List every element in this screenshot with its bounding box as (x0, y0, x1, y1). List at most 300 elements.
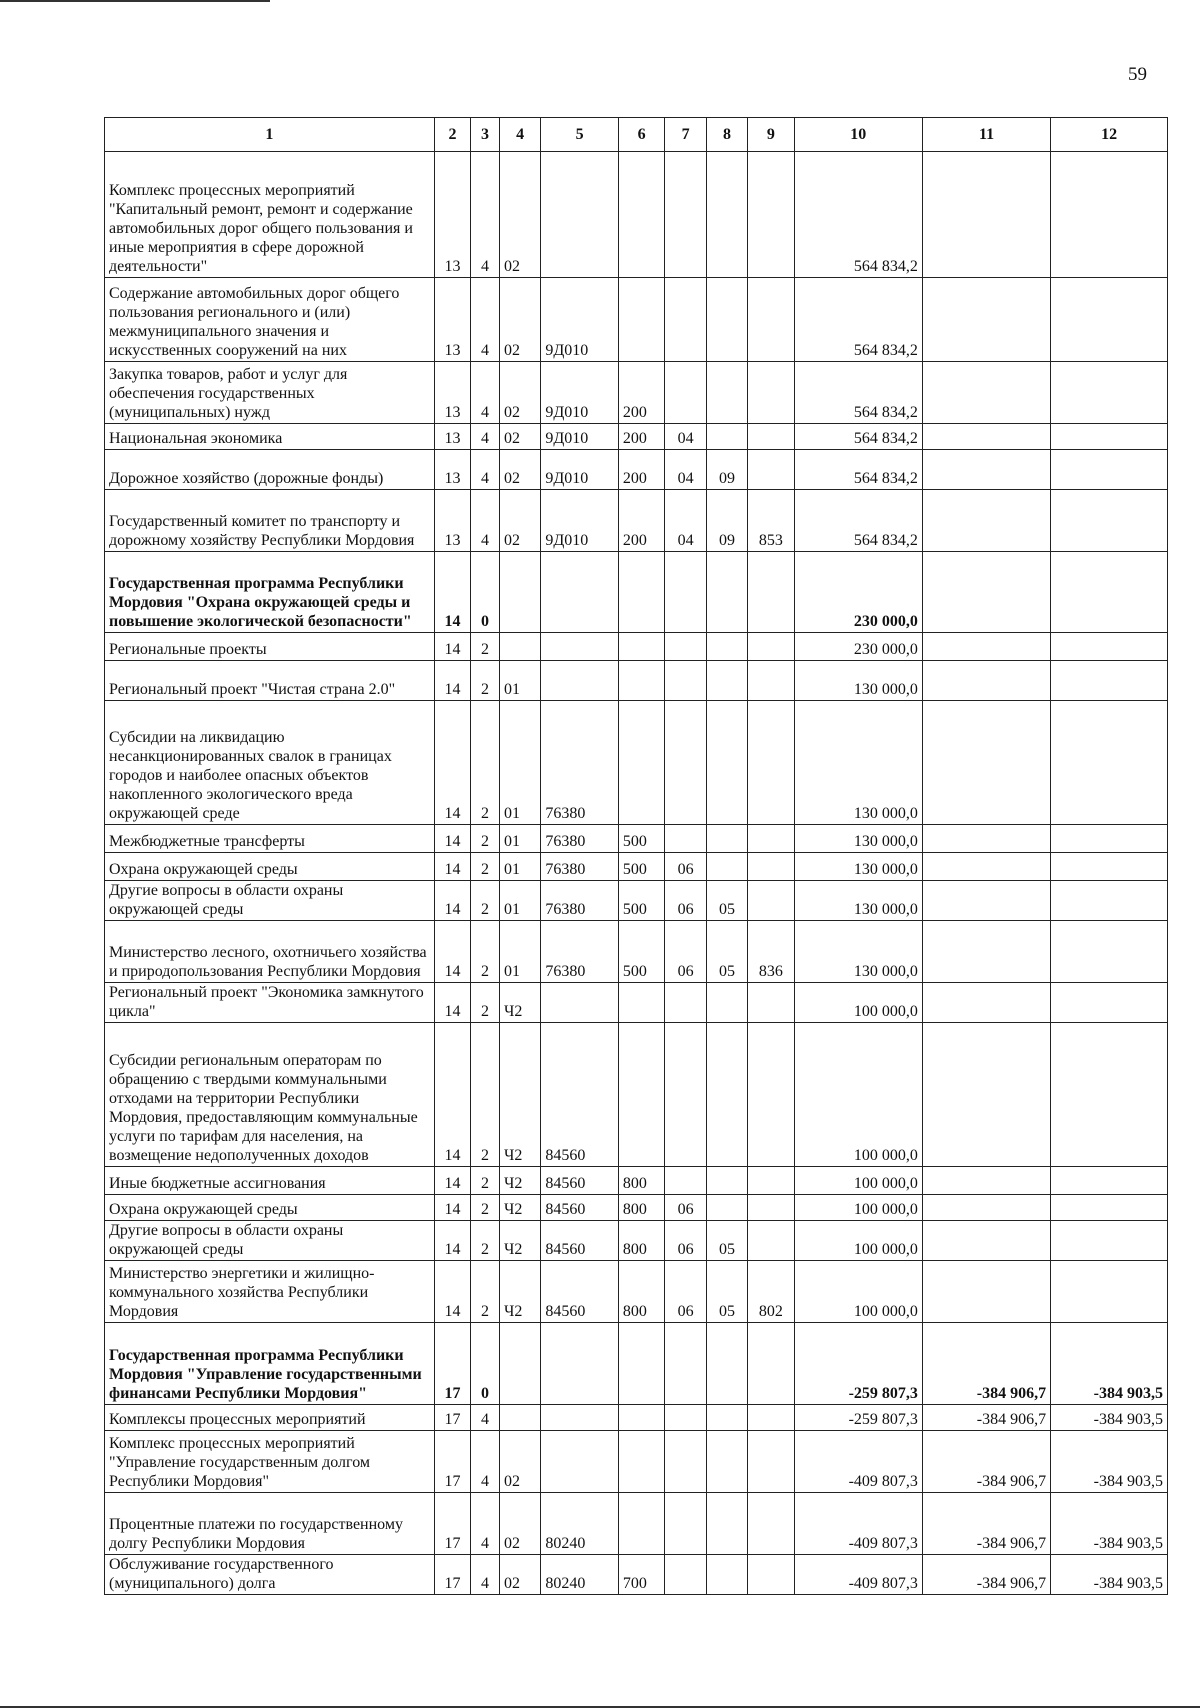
row-label: Другие вопросы в области охраны окружающей среды (105, 881, 435, 921)
cell-col-12 (1051, 661, 1168, 701)
cell-col-8 (706, 633, 747, 661)
cell-col-11 (922, 1261, 1050, 1323)
cell-col-3: 4 (471, 1405, 500, 1431)
cell-col-2: 17 (434, 1493, 470, 1555)
cell-col-4 (500, 1323, 541, 1405)
cell-col-11: -384 906,7 (922, 1493, 1050, 1555)
cell-col-9 (748, 450, 795, 490)
cell-col-9 (748, 424, 795, 450)
cell-col-12 (1051, 152, 1168, 278)
column-header-3: 3 (471, 118, 500, 152)
row-label: Обслуживание государственного (муниципального) долга (105, 1555, 435, 1595)
cell-col-10: -409 807,3 (794, 1493, 922, 1555)
cell-col-9 (748, 1405, 795, 1431)
cell-col-4: 02 (500, 1555, 541, 1595)
cell-col-5 (541, 552, 619, 633)
cell-col-9 (748, 1023, 795, 1167)
cell-col-4: Ч2 (500, 1023, 541, 1167)
cell-col-4: 01 (500, 825, 541, 853)
cell-col-7 (665, 701, 706, 825)
cell-col-10: 100 000,0 (794, 1023, 922, 1167)
cell-col-3: 4 (471, 490, 500, 552)
table-row (105, 450, 1168, 490)
cell-col-6: 800 (618, 1195, 665, 1221)
table-row (105, 853, 1168, 881)
table-row (105, 921, 1168, 983)
cell-col-6 (618, 1323, 665, 1405)
cell-col-2: 14 (434, 701, 470, 825)
column-header-11: 11 (922, 118, 1050, 152)
cell-col-5: 84560 (541, 1221, 619, 1261)
cell-col-9 (748, 362, 795, 424)
cell-col-3: 4 (471, 1555, 500, 1595)
cell-col-3: 2 (471, 1023, 500, 1167)
cell-col-2: 14 (434, 983, 470, 1023)
cell-col-5: 84560 (541, 1195, 619, 1221)
cell-col-3: 4 (471, 152, 500, 278)
cell-col-11 (922, 825, 1050, 853)
cell-col-12: -384 903,5 (1051, 1405, 1168, 1431)
row-label: Другие вопросы в области охраны окружающей среды (105, 1221, 435, 1261)
cell-col-10: 100 000,0 (794, 1167, 922, 1195)
cell-col-12 (1051, 983, 1168, 1023)
cell-col-2: 17 (434, 1405, 470, 1431)
cell-col-6: 500 (618, 921, 665, 983)
table-row (105, 362, 1168, 424)
row-label: Комплексы процессных мероприятий (105, 1405, 435, 1431)
table-row (105, 1431, 1168, 1493)
row-label: Субсидии региональным операторам по обращению с твердыми коммунальными отходами на территории Республики Мордовия, предоставляющим коммунальные услуги по тарифам для населения, на возмещение недополученных доходов (105, 1023, 435, 1167)
cell-col-6 (618, 983, 665, 1023)
table-row (105, 152, 1168, 278)
cell-col-7 (665, 152, 706, 278)
cell-col-7 (665, 825, 706, 853)
cell-col-7 (665, 1023, 706, 1167)
cell-col-4: 02 (500, 424, 541, 450)
cell-col-7: 06 (665, 881, 706, 921)
cell-col-10: 130 000,0 (794, 661, 922, 701)
cell-col-12 (1051, 1167, 1168, 1195)
cell-col-3: 2 (471, 633, 500, 661)
cell-col-12 (1051, 825, 1168, 853)
cell-col-4: 01 (500, 921, 541, 983)
cell-col-11 (922, 1167, 1050, 1195)
cell-col-8 (706, 552, 747, 633)
cell-col-9: 836 (748, 921, 795, 983)
table-row (105, 983, 1168, 1023)
cell-col-3: 2 (471, 921, 500, 983)
cell-col-2: 13 (434, 152, 470, 278)
cell-col-6: 500 (618, 853, 665, 881)
cell-col-9 (748, 152, 795, 278)
cell-col-12 (1051, 1023, 1168, 1167)
cell-col-8 (706, 1431, 747, 1493)
cell-col-12 (1051, 921, 1168, 983)
cell-col-5: 9Д010 (541, 278, 619, 362)
cell-col-6 (618, 278, 665, 362)
cell-col-8 (706, 825, 747, 853)
cell-col-10: 100 000,0 (794, 1221, 922, 1261)
cell-col-2: 13 (434, 450, 470, 490)
cell-col-9 (748, 881, 795, 921)
table-row (105, 278, 1168, 362)
table-row (105, 1221, 1168, 1261)
row-label: Комплекс процессных мероприятий "Капитальный ремонт, ремонт и содержание автомобильных дорог общего пользования и иные мероприятия в сфере дорожной деятельности" (105, 152, 435, 278)
cell-col-4 (500, 1405, 541, 1431)
cell-col-3: 0 (471, 1323, 500, 1405)
column-header-12: 12 (1051, 118, 1168, 152)
cell-col-10: 564 834,2 (794, 450, 922, 490)
cell-col-6 (618, 552, 665, 633)
cell-col-11 (922, 490, 1050, 552)
cell-col-11 (922, 633, 1050, 661)
cell-col-12: -384 903,5 (1051, 1323, 1168, 1405)
cell-col-3: 4 (471, 1493, 500, 1555)
cell-col-11 (922, 853, 1050, 881)
cell-col-11 (922, 424, 1050, 450)
cell-col-8 (706, 1195, 747, 1221)
cell-col-5: 76380 (541, 701, 619, 825)
cell-col-12 (1051, 1221, 1168, 1261)
cell-col-7: 06 (665, 1261, 706, 1323)
cell-col-2: 14 (434, 1167, 470, 1195)
cell-col-7: 06 (665, 921, 706, 983)
cell-col-5: 76380 (541, 921, 619, 983)
cell-col-10: 564 834,2 (794, 362, 922, 424)
cell-col-6: 700 (618, 1555, 665, 1595)
cell-col-9 (748, 853, 795, 881)
cell-col-4: 01 (500, 881, 541, 921)
cell-col-7: 04 (665, 490, 706, 552)
column-header-4: 4 (500, 118, 541, 152)
cell-col-3: 2 (471, 881, 500, 921)
cell-col-11 (922, 450, 1050, 490)
column-header-5: 5 (541, 118, 619, 152)
cell-col-3: 4 (471, 1431, 500, 1493)
cell-col-10: 564 834,2 (794, 278, 922, 362)
cell-col-7 (665, 362, 706, 424)
column-header-8: 8 (706, 118, 747, 152)
cell-col-5: 76380 (541, 853, 619, 881)
table-row (105, 1023, 1168, 1167)
cell-col-3: 2 (471, 1261, 500, 1323)
cell-col-5: 80240 (541, 1555, 619, 1595)
cell-col-9 (748, 1323, 795, 1405)
cell-col-4: Ч2 (500, 983, 541, 1023)
cell-col-2: 17 (434, 1323, 470, 1405)
row-label: Межбюджетные трансферты (105, 825, 435, 853)
cell-col-9 (748, 633, 795, 661)
cell-col-2: 14 (434, 1221, 470, 1261)
cell-col-10: -259 807,3 (794, 1405, 922, 1431)
cell-col-7: 04 (665, 450, 706, 490)
cell-col-12: -384 903,5 (1051, 1431, 1168, 1493)
row-label: Национальная экономика (105, 424, 435, 450)
row-label: Охрана окружающей среды (105, 1195, 435, 1221)
cell-col-12: -384 903,5 (1051, 1555, 1168, 1595)
cell-col-8 (706, 1023, 747, 1167)
page-number: 59 (1128, 64, 1147, 85)
cell-col-3: 2 (471, 661, 500, 701)
cell-col-9 (748, 1221, 795, 1261)
row-label: Государственная программа Республики Мордовия "Охрана окружающей среды и повышение экологической безопасности" (105, 552, 435, 633)
cell-col-3: 2 (471, 1167, 500, 1195)
cell-col-11 (922, 1195, 1050, 1221)
cell-col-6 (618, 1405, 665, 1431)
row-label: Дорожное хозяйство (дорожные фонды) (105, 450, 435, 490)
row-label: Субсидии на ликвидацию несанкционированных свалок в границах городов и наиболее опасных объектов накопленного экологического вреда окружающей среде (105, 701, 435, 825)
cell-col-3: 2 (471, 701, 500, 825)
cell-col-3: 0 (471, 552, 500, 633)
cell-col-5 (541, 1431, 619, 1493)
cell-col-4 (500, 633, 541, 661)
cell-col-5: 9Д010 (541, 490, 619, 552)
cell-col-6: 500 (618, 881, 665, 921)
cell-col-2: 14 (434, 552, 470, 633)
cell-col-7 (665, 552, 706, 633)
cell-col-2: 14 (434, 921, 470, 983)
cell-col-4 (500, 552, 541, 633)
cell-col-10: 130 000,0 (794, 701, 922, 825)
cell-col-9 (748, 278, 795, 362)
column-header-2: 2 (434, 118, 470, 152)
cell-col-8: 05 (706, 1221, 747, 1261)
cell-col-9 (748, 1493, 795, 1555)
table-row (105, 1405, 1168, 1431)
table-body (105, 152, 1168, 1595)
row-label: Процентные платежи по государственному долгу Республики Мордовия (105, 1493, 435, 1555)
cell-col-8 (706, 853, 747, 881)
cell-col-10: -409 807,3 (794, 1555, 922, 1595)
cell-col-5: 84560 (541, 1167, 619, 1195)
cell-col-6: 200 (618, 362, 665, 424)
table-row (105, 633, 1168, 661)
cell-col-2: 13 (434, 490, 470, 552)
cell-col-12 (1051, 853, 1168, 881)
cell-col-5 (541, 983, 619, 1023)
cell-col-8 (706, 1167, 747, 1195)
cell-col-4: 02 (500, 362, 541, 424)
cell-col-6: 800 (618, 1261, 665, 1323)
cell-col-5: 84560 (541, 1261, 619, 1323)
cell-col-5: 9Д010 (541, 362, 619, 424)
cell-col-2: 14 (434, 1261, 470, 1323)
cell-col-10: 130 000,0 (794, 825, 922, 853)
cell-col-5: 9Д010 (541, 424, 619, 450)
cell-col-3: 4 (471, 362, 500, 424)
cell-col-10: 130 000,0 (794, 881, 922, 921)
table-row (105, 1195, 1168, 1221)
cell-col-9 (748, 1167, 795, 1195)
cell-col-7 (665, 1167, 706, 1195)
column-header-6: 6 (618, 118, 665, 152)
cell-col-3: 4 (471, 424, 500, 450)
table-row (105, 1493, 1168, 1555)
cell-col-6: 500 (618, 825, 665, 853)
cell-col-2: 14 (434, 661, 470, 701)
cell-col-2: 14 (434, 1023, 470, 1167)
cell-col-2: 14 (434, 633, 470, 661)
column-header-9: 9 (748, 118, 795, 152)
row-label: Охрана окружающей среды (105, 853, 435, 881)
cell-col-8 (706, 701, 747, 825)
cell-col-11 (922, 921, 1050, 983)
cell-col-12 (1051, 552, 1168, 633)
cell-col-12 (1051, 278, 1168, 362)
row-label: Региональные проекты (105, 633, 435, 661)
row-label: Региональный проект "Чистая страна 2.0" (105, 661, 435, 701)
cell-col-12 (1051, 362, 1168, 424)
cell-col-11: -384 906,7 (922, 1405, 1050, 1431)
cell-col-10: -259 807,3 (794, 1323, 922, 1405)
cell-col-11 (922, 1221, 1050, 1261)
cell-col-8: 05 (706, 881, 747, 921)
cell-col-10: 130 000,0 (794, 921, 922, 983)
cell-col-8 (706, 152, 747, 278)
scan-edge-top (0, 0, 270, 2)
header-row (105, 118, 1168, 152)
cell-col-4: Ч2 (500, 1221, 541, 1261)
cell-col-9 (748, 983, 795, 1023)
cell-col-5: 80240 (541, 1493, 619, 1555)
cell-col-7 (665, 278, 706, 362)
table-row (105, 1167, 1168, 1195)
cell-col-12 (1051, 450, 1168, 490)
table-row (105, 881, 1168, 921)
cell-col-9: 802 (748, 1261, 795, 1323)
cell-col-8: 09 (706, 490, 747, 552)
cell-col-4: 01 (500, 661, 541, 701)
cell-col-12 (1051, 633, 1168, 661)
cell-col-4: 01 (500, 701, 541, 825)
cell-col-12 (1051, 881, 1168, 921)
cell-col-9 (748, 1555, 795, 1595)
cell-col-11: -384 906,7 (922, 1431, 1050, 1493)
cell-col-10: 230 000,0 (794, 633, 922, 661)
cell-col-5 (541, 661, 619, 701)
cell-col-11: -384 906,7 (922, 1555, 1050, 1595)
cell-col-2: 14 (434, 881, 470, 921)
budget-table (104, 117, 1168, 1595)
cell-col-6: 200 (618, 490, 665, 552)
table-row (105, 552, 1168, 633)
row-label: Закупка товаров, работ и услуг для обеспечения государственных (муниципальных) нужд (105, 362, 435, 424)
cell-col-4: 02 (500, 1431, 541, 1493)
cell-col-7: 06 (665, 853, 706, 881)
cell-col-11 (922, 661, 1050, 701)
cell-col-5: 9Д010 (541, 450, 619, 490)
cell-col-11 (922, 278, 1050, 362)
cell-col-10: -409 807,3 (794, 1431, 922, 1493)
table-row (105, 490, 1168, 552)
cell-col-6 (618, 701, 665, 825)
cell-col-10: 130 000,0 (794, 853, 922, 881)
cell-col-3: 2 (471, 1195, 500, 1221)
cell-col-5 (541, 1323, 619, 1405)
cell-col-8 (706, 362, 747, 424)
table-row (105, 825, 1168, 853)
cell-col-8: 05 (706, 921, 747, 983)
row-label: Государственная программа Республики Мордовия "Управление государственными финансами Республики Мордовия" (105, 1323, 435, 1405)
cell-col-11 (922, 701, 1050, 825)
cell-col-7 (665, 983, 706, 1023)
cell-col-7 (665, 1323, 706, 1405)
cell-col-10: 564 834,2 (794, 424, 922, 450)
cell-col-11 (922, 552, 1050, 633)
cell-col-6 (618, 152, 665, 278)
cell-col-9 (748, 701, 795, 825)
cell-col-7 (665, 661, 706, 701)
cell-col-11 (922, 152, 1050, 278)
cell-col-7: 06 (665, 1195, 706, 1221)
cell-col-6: 200 (618, 424, 665, 450)
cell-col-12 (1051, 1261, 1168, 1323)
cell-col-7 (665, 1431, 706, 1493)
cell-col-6: 800 (618, 1167, 665, 1195)
cell-col-7 (665, 1493, 706, 1555)
cell-col-11 (922, 362, 1050, 424)
table-row (105, 424, 1168, 450)
cell-col-2: 17 (434, 1555, 470, 1595)
cell-col-12 (1051, 424, 1168, 450)
cell-col-9 (748, 1195, 795, 1221)
table-row (105, 1261, 1168, 1323)
row-label: Комплекс процессных мероприятий "Управление государственным долгом Республики Мордовия" (105, 1431, 435, 1493)
cell-col-7 (665, 1405, 706, 1431)
table-row (105, 1555, 1168, 1595)
column-header-10: 10 (794, 118, 922, 152)
cell-col-9 (748, 825, 795, 853)
column-header-7: 7 (665, 118, 706, 152)
cell-col-10: 100 000,0 (794, 983, 922, 1023)
cell-col-3: 4 (471, 450, 500, 490)
cell-col-4: 02 (500, 450, 541, 490)
cell-col-7: 06 (665, 1221, 706, 1261)
cell-col-2: 13 (434, 362, 470, 424)
cell-col-5: 84560 (541, 1023, 619, 1167)
cell-col-9 (748, 552, 795, 633)
cell-col-4: Ч2 (500, 1261, 541, 1323)
cell-col-10: 564 834,2 (794, 490, 922, 552)
cell-col-6 (618, 633, 665, 661)
row-label: Министерство энергетики и жилищно-коммунального хозяйства Республики Мордовия (105, 1261, 435, 1323)
cell-col-9: 853 (748, 490, 795, 552)
cell-col-2: 13 (434, 278, 470, 362)
table-row (105, 661, 1168, 701)
cell-col-4: 01 (500, 853, 541, 881)
cell-col-6 (618, 661, 665, 701)
cell-col-10: 230 000,0 (794, 552, 922, 633)
table-row (105, 701, 1168, 825)
cell-col-12 (1051, 1195, 1168, 1221)
row-label: Иные бюджетные ассигнования (105, 1167, 435, 1195)
cell-col-5: 76380 (541, 825, 619, 853)
cell-col-6 (618, 1493, 665, 1555)
cell-col-10: 564 834,2 (794, 152, 922, 278)
cell-col-3: 2 (471, 983, 500, 1023)
cell-col-12 (1051, 701, 1168, 825)
cell-col-3: 2 (471, 825, 500, 853)
cell-col-11 (922, 983, 1050, 1023)
cell-col-3: 2 (471, 1221, 500, 1261)
column-header-1: 1 (105, 118, 435, 152)
cell-col-5 (541, 1405, 619, 1431)
cell-col-10: 100 000,0 (794, 1261, 922, 1323)
cell-col-2: 17 (434, 1431, 470, 1493)
cell-col-4: Ч2 (500, 1195, 541, 1221)
cell-col-2: 14 (434, 1195, 470, 1221)
cell-col-4: 02 (500, 152, 541, 278)
